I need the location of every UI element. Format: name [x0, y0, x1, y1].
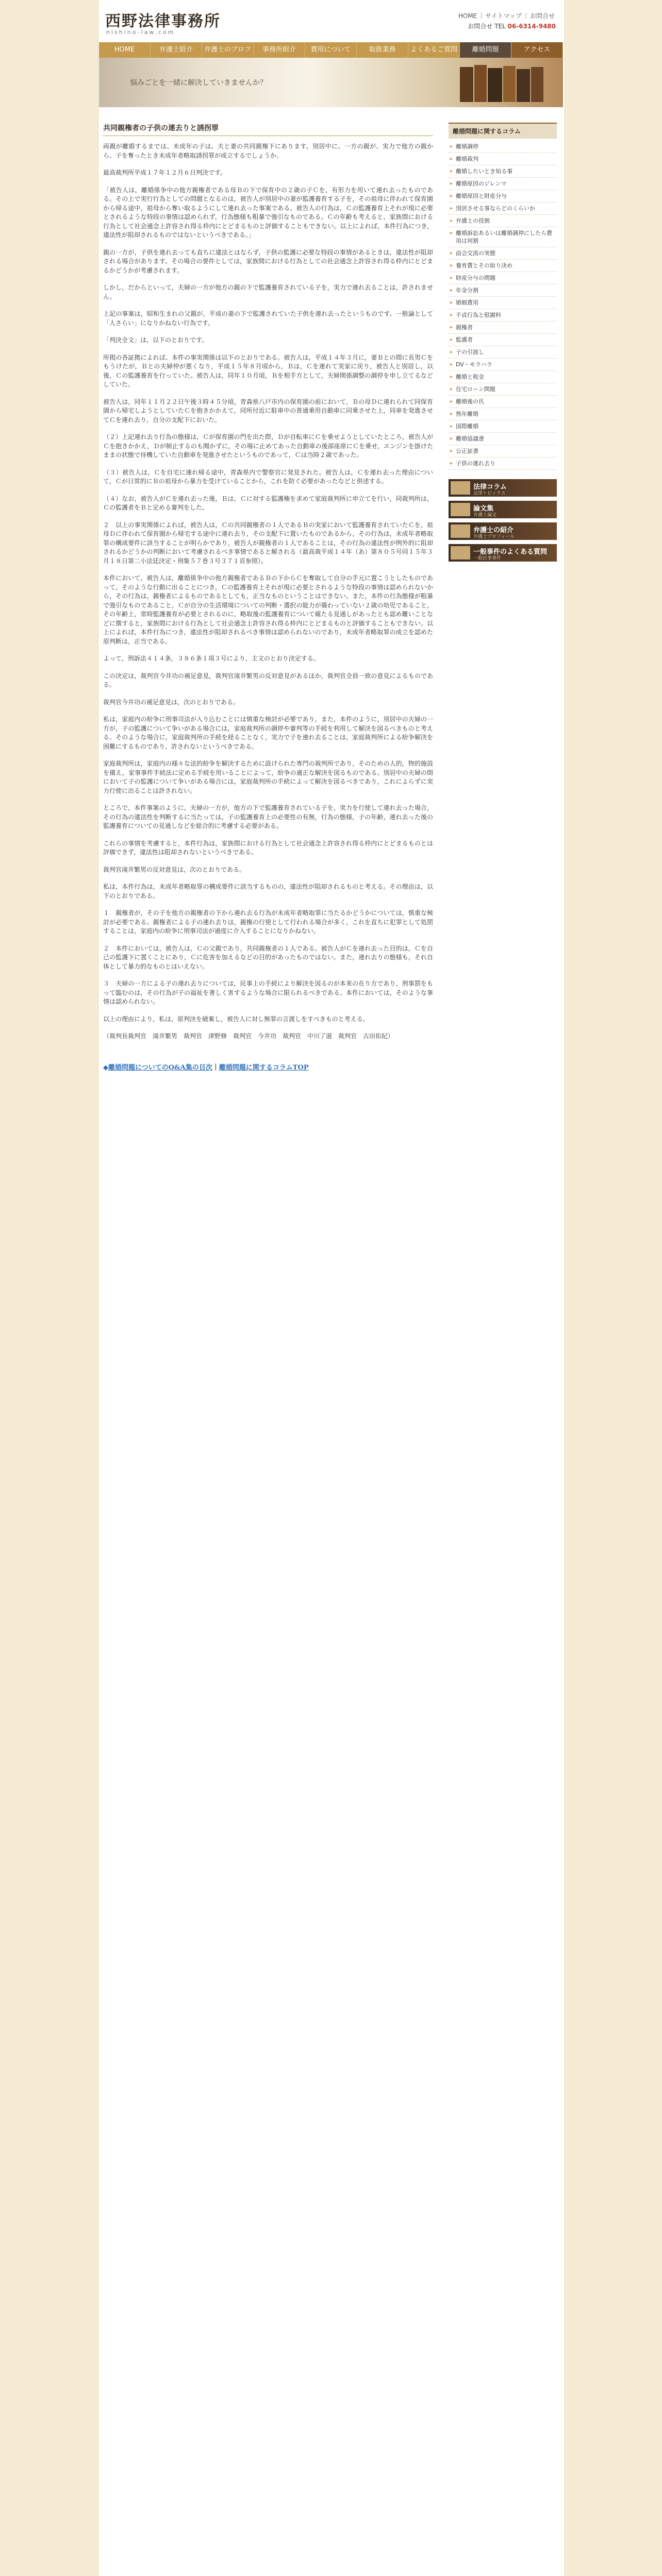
article-paragraph: 被告人は，同年１１月２２日午後３時４５分頃，青森県八戸市内の保育園の前において，Ｂの母Ｄに連れられて同保育園から帰宅しようとしていたＣを抱きかかえて，同所付近に駐車中の普通乗用自動車に同乗させた上，同車を発進させてＣを連れ去り，自分の支配下においた。 — [103, 398, 433, 423]
sidebar-item[interactable]: ▸ 国際離婚 — [449, 420, 557, 433]
article-paragraph: （４）なお，被告人がＣを連れ去った後，Ｂは，Ｃに対する監護権を求めて家庭裁判所に申立てを行い，同裁判所は，Ｃの監護者をＢと定める審判をした。 — [103, 495, 433, 511]
main-content — [103, 123, 433, 1072]
banner-title: 弁護士の紹介 — [473, 527, 514, 534]
article-paragraph: （３）被告人は，Ｃを自宅に連れ帰る途中，青森県内で警察官に発見された。被告人は，Ｃを連れ去った理由について，Ｃが日常的にＢの祖母から暴力を受けていることから，これを防ぐ必要があったなどと供述する。 — [103, 468, 433, 485]
banner-papers[interactable] — [449, 501, 557, 518]
site-header — [99, 4, 563, 40]
sidebar-item[interactable]: ▸ 弁護士の役割 — [449, 215, 557, 227]
nav-item-lawyer[interactable]: 弁護士紹介 — [151, 42, 202, 58]
sidebar-item[interactable]: ▸ 離婚協議書 — [449, 433, 557, 445]
article-paragraph: （裁判長裁判官 滝井繁男 裁判官 津野修 裁判官 今井功 裁判官 中川了滋 裁判官 古田佑紀） — [103, 1032, 394, 1040]
sidebar-item[interactable]: ▸ 熟年離婚 — [449, 408, 557, 420]
main-nav — [99, 42, 563, 58]
header-link-home[interactable]: HOME — [458, 12, 477, 20]
article-paragraph: 以上の理由により，私は，原判決を破棄し，被告人に対し無罪の言渡しをすべきものと考える。 — [103, 1015, 369, 1023]
sidebar-item[interactable]: ▸ 離婚調停 — [449, 141, 557, 153]
article-paragraph: ３ 夫婦の一方による子の連れ去りについては，民事上の手続により解決を図るのが本来の在り方であり，刑事罰をもって臨むのは，その行為が子の福祉を著しく害するような場合に限られるべきである。本件においては，そのような事情は認められない。 — [103, 980, 433, 1005]
nav-item-faq[interactable]: よくあるご質問 — [408, 42, 460, 58]
article-paragraph: 私は，本件行為は，未成年者略取罪の構成要件に該当するものの，違法性が阻却されるものと考える。その理由は，以下のとおりである。 — [103, 883, 433, 900]
sidebar-item[interactable]: ▸ 住宅ローン問題 — [449, 383, 557, 396]
article-paragraph: この決定は，裁判官今井功の補足意見，裁判官滝井繁男の反対意見があるほか，裁判官全員一致の意見によるものである。 — [103, 672, 433, 688]
nav-item-profile[interactable]: 弁護士のプロフ — [202, 42, 254, 58]
article-paragraph: １ 親権者が，その子を他方の親権者の下から連れ去る行為が未成年者略取罪に当たるかどうかについては，慎重な検討が必要である。親権者による子の連れ去りは，親権の行使として行われる場合が多く，これを直ちに犯罪として処罰することは，家庭内の紛争に刑事司法が過度に介入することになりかねない。 — [103, 909, 433, 935]
banner-subtitle: 一般民事事件 — [473, 556, 502, 561]
header-phone-number[interactable]: 06-6314-9480 — [507, 23, 556, 30]
sidebar-item[interactable]: ▸ DV・モラハラ — [449, 359, 557, 371]
article-paragraph: ところで，本件事案のように，夫婦の一方が，他方の下で監護養育されている子を，実力を行使して連れ去った場合，その行為の違法性を判断するに当たっては，子の監護養育上の必要性の有無，行為の態様，子の年齢，連れ去った後の監護養育についての見通しなどを総合的に考慮する必要がある。 — [103, 804, 433, 829]
sidebar-item[interactable]: ▸ 離婚裁判 — [449, 153, 557, 165]
sidebar-item[interactable]: ▸ 面会交流の実態 — [449, 247, 557, 260]
article-title: 共同親権者の子供の連去りと誘拐罪 — [103, 123, 433, 136]
sidebar-item[interactable]: ▸ 婚姻費用 — [449, 297, 557, 309]
sidebar-item[interactable]: ▸ 子供の連れ去り — [449, 457, 557, 470]
article-paragraph: ２ 以上の事実関係によれば，被告人は，Ｃの共同親権者の１人であるＢの実家において監護養育されていたＣを，祖母Ｄに伴われて保育園から帰宅する途中に連れ去り，その支配下に置いたものであるから，その行為は，未成年者略取罪の構成要件に該当することが明らかであり，被告人が親権者の１人であることは，その行為の違法性が例外的に阻却されるかどうかの判断において考慮されるべき事情であると解される（最高裁平成１４年（あ）第８０５号同１５年３月１８日第二小法廷決定・刑集５７巻３号３７１頁参照）。 — [103, 521, 433, 565]
sidebar-item[interactable]: ▸ 子の引渡し — [449, 346, 557, 359]
article-paragraph: 所掲の各証拠によれば、本件の事実関係は以下のとおりである。被告人は，平成１４年３月に，妻Ｂとの間に長男Ｃをもうけたが，Ｂとの夫婦仲が悪くなり，平成１５年８月頃から，Ｂは，Ｃを連れて実家に戻り，被告人と別居し，以後，Ｃの監護養育を行っていた。被告人は，同年１０月頃，Ｂを相手方として，夫婦関係調整の調停を申し立てるなどしていた。 — [103, 353, 433, 388]
sidebar-item[interactable]: ▸ 別居させる事ならどのくらいか — [449, 202, 557, 215]
header-link-contact[interactable]: お問合せ — [529, 12, 555, 20]
related-links — [103, 1062, 433, 1072]
banner-title: 論文集 — [473, 505, 494, 513]
nav-item-services[interactable]: 取扱業務 — [357, 42, 408, 58]
sidebar-item[interactable]: ▸ 財産分与の問題 — [449, 272, 557, 284]
sidebar-banners — [449, 479, 557, 562]
divorce-column-top-link[interactable]: 離婚問題に関するコラムTOP — [219, 1063, 309, 1072]
sidebar-item[interactable]: ▸ 離婚後の氏 — [449, 396, 557, 408]
divorce-qa-index-link[interactable]: 離婚問題についてのQ&A集の目次 — [108, 1063, 212, 1072]
article-paragraph: 私は，家庭内の紛争に刑事司法が入り込むことには慎重な検討が必要であり，また，本件のように，別居中の夫婦の一方が，子の監護について争いがある場合には，家庭裁判所の調停や審判等の手続を利用して解決を図るべきものと考える。そのような場合に，家庭裁判所の手続を経ることなく，実力で子を連れ去ることは，家庭裁判所による紛争解決を困難にするものであり，許されないというべきである。 — [103, 716, 433, 750]
article-paragraph: ２ 本件においては，被告人は，Ｃの父親であり，共同親権者の１人である。被告人がＣを連れ去った目的は，Ｃを自己の監護下に置くことにあり，Ｃに危害を加えるなどの目的があったものではない。また，連れ去りの態様も，それ自体として暴力的なものとはいえない。 — [103, 944, 433, 970]
banner-title: 法律コラム — [473, 483, 507, 491]
header-phone-label: お問合せ TEL — [468, 23, 508, 30]
sidebar-item[interactable]: ▸ 離婚原因のジレンマ — [449, 178, 557, 190]
banner-title: 一般事件のよくある質問 — [473, 548, 548, 556]
header-links: HOME ｜ サイトマップ ｜ お問合せ — [458, 12, 555, 20]
site-logo-domain: nishino-law.com — [106, 29, 175, 36]
hero-banner — [99, 58, 563, 107]
site-logo[interactable]: 西野法律事務所 — [105, 12, 221, 30]
banner-lawyer-intro[interactable] — [449, 522, 557, 540]
banner-law-column[interactable] — [449, 479, 557, 497]
nav-item-access[interactable]: アクセス — [511, 42, 563, 58]
banner-subtitle: 弁護士プロフィール — [473, 534, 515, 539]
article-paragraph: 上記の事案は，昭和生まれの父親が，平成の妻の下で監護されていた子供を連れ去ったというものです。一般論として「人さらい」になりかねない行為です。 — [103, 310, 433, 327]
article-body — [103, 142, 433, 1041]
banner-subtitle: 法律トピックス — [473, 491, 506, 496]
sidebar-item[interactable]: ▸ 離婚訴訟あるいは離婚調停にしたら費用は何割 — [449, 227, 557, 247]
sidebar-item[interactable]: ▸ 親権者 — [449, 321, 557, 334]
article-paragraph: よって，刑訴法４１４条，３８６条１項３号により，主文のとおり決定する。 — [103, 655, 320, 662]
article-paragraph: 「判決全文」は，以下のとおりです。 — [103, 336, 208, 344]
banner-thumbnail — [451, 503, 470, 516]
sidebar-list — [449, 139, 557, 470]
article-paragraph: 親の一方が，子供を連れ去っても直ちに違法とはならず，子供の監護に必要な特段の事情があるときは，違法性が阻却される場合があります。その場合の要件としては，家族間における行為としての社会通念上許容され得る枠内にとどまるかどうかが考慮されます。 — [103, 248, 433, 274]
diamond-icon: ◆ — [103, 1063, 108, 1072]
article-paragraph: （２）上記連れ去り行為の態様は，Ｃが保育園の門を出た際，Ｄが自転車にＣを乗せようとしていたところ，被告人がＣを抱きかかえ，Ｄが制止するのも聞かずに，その場に止めてあった自動車の後部座席にＣを乗せ，エンジンを掛けたままの状態で待機していた自動車を発進させたというものであって，Ｃは当時２歳であった。 — [103, 433, 433, 459]
header-link-sitemap[interactable]: サイトマップ — [485, 12, 522, 20]
article-paragraph: 最高裁判所平成１７年１２月６日判決です。 — [103, 169, 227, 176]
banner-thumbnail — [451, 546, 470, 560]
article-paragraph: 両親が離婚するまでは、未成年の子は、夫と妻の共同親権下にあります。別居中に、一方の親が、実力で他方の親から、子を奪ったとき未成年者略取誘拐罪が成立するでしょうか。 — [103, 143, 433, 159]
sidebar-title: 離婚問題に関するコラム — [449, 123, 557, 139]
sidebar-item[interactable]: ▸ 監護者 — [449, 334, 557, 346]
hero-tagline: 悩みごとを一緒に解決していきませんか？ — [130, 79, 267, 87]
article-paragraph: 裁判官今井功の補足意見は，次のとおりである。 — [103, 698, 240, 706]
article-paragraph: 「被告人は，離婚係争中の他方親権者である母Ｂの下で保育中の２歳の子Ｃを，有形力を用いて連れ去ったものである。その上で実行行為としての問題となるのは，被告人が別居中の妻が監護養育する子を，その祖母に伴われて保育園から帰る途中，祖母から奪い取るようにして連れ去った事案である。被告人の行為は，Ｃの監護養育上それが現に必要とされるような特段の事情は認められず，行為態様も粗暴で強引なものである。Ｃの年齢も考えると，家族間における行為として社会通念上許容され得る枠内にとどまるものと評価することもできない。以上によれば，本件行為につき，違法性が阻却されるものではないというべきである。」 — [103, 186, 433, 239]
article-paragraph: 家庭裁判所は，家庭内の様々な法的紛争を解決するために設けられた専門の裁判所であり，そのための人的，物的施設を備え，家事事件手続法に定める手続を用いることによって，紛争の適正な解決を図るものである。別居中の夫婦の間において子の監護について争いがある場合には，家庭裁判所の手続によって解決を図るべきであり，これによらずに実力行使に出ることは許されない。 — [103, 760, 433, 794]
banner-subtitle: 弁護士論文 — [473, 513, 497, 518]
law-books-illustration — [455, 63, 548, 102]
article-paragraph: しかし，だからといって，夫婦の一方が他方の親の下で監護養育されている子を，実力で連れ去ることは，許されません。 — [103, 284, 433, 300]
article-paragraph: 裁判官滝井繁男の反対意見は，次のとおりである。 — [103, 866, 246, 873]
nav-item-divorce[interactable]: 離婚問題 — [460, 42, 511, 58]
sidebar-item[interactable]: ▸ 年金分割 — [449, 284, 557, 297]
related-separator: ｜ — [212, 1063, 219, 1072]
nav-item-fees[interactable]: 費用について — [305, 42, 357, 58]
article-paragraph: 本件において，被告人は，離婚係争中の他方親権者であるＢの下からＣを奪取して自分の手元に置こうとしたものであって，そのような行動に出ることにつき，Ｃの監護養育上それが現に必要とされるような特段の事情は認められないから，その行為は，親権者によるものであるとしても，正当なものということはできない。また，本件の行為態様が粗暴で強引なものであること，Ｃが自分の生活環境についての判断・選択の能力が備わっていない２歳の幼児であること，その年齢上，常時監護養育が必要とされるのに，略取後の監護養育について確たる見通しがあったとも認め難いことなどに徴すると，家族間における行為として社会通念上許容され得る枠内にとどまるものと評価することもできない。以上によれば，本件行為につき，違法性が阻却されるべき事情は認められないのであり，未成年者略取罪の成立を認めた原判断は，正当である。 — [103, 574, 433, 645]
banner-thumbnail — [451, 524, 470, 538]
header-phone — [468, 22, 556, 30]
sidebar-item[interactable]: ▸ 公正証書 — [449, 445, 557, 457]
sidebar — [449, 123, 557, 566]
banner-thumbnail — [451, 481, 470, 495]
banner-general-faq[interactable] — [449, 544, 557, 562]
sidebar-item[interactable]: ▸ 不貞行為と慰謝料 — [449, 309, 557, 321]
nav-item-office[interactable]: 事務所紹介 — [254, 42, 305, 58]
nav-item-home[interactable]: HOME — [99, 42, 151, 58]
sidebar-item[interactable]: ▸ 養育費とその取り決め — [449, 260, 557, 272]
sidebar-item[interactable]: ▸ 離婚したいとき知る事 — [449, 165, 557, 178]
sidebar-item[interactable]: ▸ 離婚原因と財産分与 — [449, 190, 557, 202]
sidebar-item[interactable]: ▸ 離婚と税金 — [449, 371, 557, 383]
article-paragraph: これらの事情を考慮すると，本件行為は，家族間における行為として社会通念上許容され得る枠内にとどまるものとは評価できず，違法性は阻却されないというべきである。 — [103, 839, 433, 856]
